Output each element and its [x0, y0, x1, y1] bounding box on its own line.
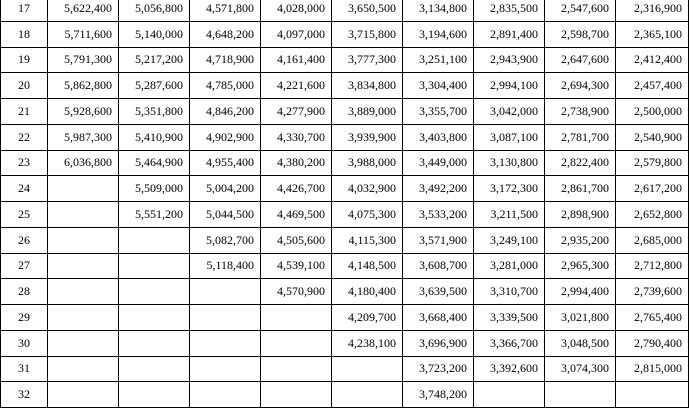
value-cell: 4,097,000 [261, 21, 332, 47]
empty-cell [119, 227, 190, 253]
value-cell: 3,048,500 [545, 330, 616, 356]
value-cell: 2,822,400 [545, 150, 616, 176]
value-cell: 4,718,900 [190, 47, 261, 73]
table-row [1, 124, 689, 150]
value-cell: 3,668,400 [403, 305, 474, 331]
empty-cell [261, 330, 332, 356]
row-number-cell: 21 [1, 99, 48, 125]
empty-cell [48, 305, 119, 331]
value-cell: 3,172,300 [474, 176, 545, 202]
value-cell: 4,277,900 [261, 99, 332, 125]
value-cell: 3,834,800 [332, 73, 403, 99]
value-cell: 3,889,000 [332, 99, 403, 125]
empty-cell [119, 330, 190, 356]
table-row [1, 47, 689, 73]
value-cell: 3,304,400 [403, 73, 474, 99]
row-number-cell: 29 [1, 305, 48, 331]
value-cell: 4,570,900 [261, 279, 332, 305]
value-cell: 2,412,400 [616, 47, 689, 73]
value-cell: 2,965,300 [545, 253, 616, 279]
value-cell: 3,696,900 [403, 330, 474, 356]
value-cell: 4,148,500 [332, 253, 403, 279]
empty-cell [190, 279, 261, 305]
value-cell: 5,987,300 [48, 124, 119, 150]
value-cell: 3,533,200 [403, 202, 474, 228]
value-cell: 4,180,400 [332, 279, 403, 305]
value-cell: 2,598,700 [545, 21, 616, 47]
value-cell: 3,339,500 [474, 305, 545, 331]
value-cell: 3,988,000 [332, 150, 403, 176]
value-cell: 5,928,600 [48, 99, 119, 125]
row-number-cell: 31 [1, 356, 48, 382]
value-cell: 3,021,800 [545, 305, 616, 331]
value-cell: 2,815,000 [616, 356, 689, 382]
value-cell: 5,711,600 [48, 21, 119, 47]
value-cell: 2,891,400 [474, 21, 545, 47]
value-cell: 4,426,700 [261, 176, 332, 202]
value-cell: 3,608,700 [403, 253, 474, 279]
table-row [1, 73, 689, 99]
empty-cell [48, 330, 119, 356]
value-cell: 4,902,900 [190, 124, 261, 150]
value-cell: 2,457,400 [616, 73, 689, 99]
value-cell: 3,392,600 [474, 356, 545, 382]
value-cell: 2,994,400 [545, 279, 616, 305]
value-cell: 3,715,800 [332, 21, 403, 47]
empty-cell [119, 382, 190, 408]
value-cell: 5,004,200 [190, 176, 261, 202]
value-cell: 2,738,900 [545, 99, 616, 125]
value-cell: 4,955,400 [190, 150, 261, 176]
value-cell: 3,042,000 [474, 99, 545, 125]
value-cell: 5,464,900 [119, 150, 190, 176]
empty-cell [190, 305, 261, 331]
value-cell: 3,366,700 [474, 330, 545, 356]
value-cell: 4,028,000 [261, 0, 332, 21]
value-cell: 5,082,700 [190, 227, 261, 253]
value-cell: 3,777,300 [332, 47, 403, 73]
value-cell: 3,281,000 [474, 253, 545, 279]
table-body [1, 0, 689, 408]
row-number-cell: 28 [1, 279, 48, 305]
value-cell: 2,647,600 [545, 47, 616, 73]
value-cell: 2,316,900 [616, 0, 689, 21]
empty-cell [474, 382, 545, 408]
value-cell: 4,648,200 [190, 21, 261, 47]
row-number-cell: 27 [1, 253, 48, 279]
table-row [1, 330, 689, 356]
value-cell: 3,251,100 [403, 47, 474, 73]
value-cell: 2,617,200 [616, 176, 689, 202]
row-number-cell: 23 [1, 150, 48, 176]
empty-cell [48, 253, 119, 279]
empty-cell [616, 382, 689, 408]
value-cell: 4,380,200 [261, 150, 332, 176]
empty-cell [545, 382, 616, 408]
table-row [1, 305, 689, 331]
value-cell: 4,209,700 [332, 305, 403, 331]
value-cell: 2,739,600 [616, 279, 689, 305]
value-cell: 5,056,800 [119, 0, 190, 21]
value-cell: 3,449,000 [403, 150, 474, 176]
value-cell: 5,791,300 [48, 47, 119, 73]
value-cell: 3,310,700 [474, 279, 545, 305]
empty-cell [119, 356, 190, 382]
table-row [1, 176, 689, 202]
table-row [1, 279, 689, 305]
row-number-cell: 26 [1, 227, 48, 253]
row-number-cell: 19 [1, 47, 48, 73]
value-cell: 4,785,000 [190, 73, 261, 99]
value-cell: 3,211,500 [474, 202, 545, 228]
empty-cell [190, 382, 261, 408]
value-cell: 5,551,200 [119, 202, 190, 228]
empty-cell [261, 356, 332, 382]
value-cell: 2,943,900 [474, 47, 545, 73]
empty-cell [261, 305, 332, 331]
row-number-cell: 20 [1, 73, 48, 99]
table-row [1, 21, 689, 47]
value-cell: 3,650,500 [332, 0, 403, 21]
value-cell: 2,652,800 [616, 202, 689, 228]
empty-cell [48, 356, 119, 382]
value-cell: 3,723,200 [403, 356, 474, 382]
row-number-cell: 32 [1, 382, 48, 408]
empty-cell [48, 176, 119, 202]
empty-cell [48, 382, 119, 408]
empty-cell [119, 279, 190, 305]
value-cell: 3,194,600 [403, 21, 474, 47]
table-row [1, 0, 689, 21]
empty-cell [48, 279, 119, 305]
value-cell: 3,130,800 [474, 150, 545, 176]
value-cell: 4,571,800 [190, 0, 261, 21]
table-row [1, 150, 689, 176]
value-cell: 4,846,200 [190, 99, 261, 125]
row-number-cell: 17 [1, 0, 48, 21]
value-cell: 3,639,500 [403, 279, 474, 305]
value-cell: 2,898,900 [545, 202, 616, 228]
empty-cell [48, 227, 119, 253]
value-cell: 5,509,000 [119, 176, 190, 202]
value-cell: 4,330,700 [261, 124, 332, 150]
value-cell: 5,862,800 [48, 73, 119, 99]
value-cell: 5,118,400 [190, 253, 261, 279]
value-cell: 4,115,300 [332, 227, 403, 253]
value-cell: 2,579,800 [616, 150, 689, 176]
value-cell: 2,835,500 [474, 0, 545, 21]
value-cell: 4,075,300 [332, 202, 403, 228]
value-cell: 6,036,800 [48, 150, 119, 176]
empty-cell [119, 253, 190, 279]
value-cell: 4,032,900 [332, 176, 403, 202]
row-number-cell: 25 [1, 202, 48, 228]
value-cell: 3,134,800 [403, 0, 474, 21]
row-number-cell: 18 [1, 21, 48, 47]
empty-cell [261, 382, 332, 408]
empty-cell [190, 356, 261, 382]
table-row [1, 253, 689, 279]
table-row [1, 99, 689, 125]
value-cell: 2,500,000 [616, 99, 689, 125]
value-cell: 2,935,200 [545, 227, 616, 253]
empty-cell [48, 202, 119, 228]
value-cell: 2,781,700 [545, 124, 616, 150]
value-cell: 2,547,600 [545, 0, 616, 21]
value-cell: 3,355,700 [403, 99, 474, 125]
value-cell: 4,539,100 [261, 253, 332, 279]
value-cell: 2,994,100 [474, 73, 545, 99]
value-cell: 2,861,700 [545, 176, 616, 202]
row-number-cell: 24 [1, 176, 48, 202]
value-cell: 2,365,100 [616, 21, 689, 47]
value-cell: 4,238,100 [332, 330, 403, 356]
value-cell: 4,221,600 [261, 73, 332, 99]
empty-cell [190, 330, 261, 356]
table-row [1, 227, 689, 253]
value-cell: 3,748,200 [403, 382, 474, 408]
value-cell: 2,765,400 [616, 305, 689, 331]
value-cell: 2,540,900 [616, 124, 689, 150]
empty-cell [332, 382, 403, 408]
value-cell: 3,403,800 [403, 124, 474, 150]
value-cell: 2,694,300 [545, 73, 616, 99]
table-row [1, 202, 689, 228]
row-number-cell: 30 [1, 330, 48, 356]
table-row [1, 356, 689, 382]
value-cell: 5,410,900 [119, 124, 190, 150]
value-cell: 5,140,000 [119, 21, 190, 47]
table-row [1, 382, 689, 408]
value-cell: 3,492,200 [403, 176, 474, 202]
value-cell: 5,044,500 [190, 202, 261, 228]
value-cell: 4,505,600 [261, 227, 332, 253]
value-cell: 4,161,400 [261, 47, 332, 73]
value-cell: 5,287,600 [119, 73, 190, 99]
row-number-cell: 22 [1, 124, 48, 150]
value-cell: 3,087,100 [474, 124, 545, 150]
value-cell: 3,571,900 [403, 227, 474, 253]
empty-cell [119, 305, 190, 331]
value-cell: 5,622,400 [48, 0, 119, 21]
value-cell: 3,249,100 [474, 227, 545, 253]
value-cell: 2,712,800 [616, 253, 689, 279]
value-cell: 5,217,200 [119, 47, 190, 73]
empty-cell [332, 356, 403, 382]
value-cell: 5,351,800 [119, 99, 190, 125]
value-cell: 4,469,500 [261, 202, 332, 228]
value-cell: 3,939,900 [332, 124, 403, 150]
value-cell: 3,074,300 [545, 356, 616, 382]
value-cell: 2,790,400 [616, 330, 689, 356]
value-cell: 2,685,000 [616, 227, 689, 253]
